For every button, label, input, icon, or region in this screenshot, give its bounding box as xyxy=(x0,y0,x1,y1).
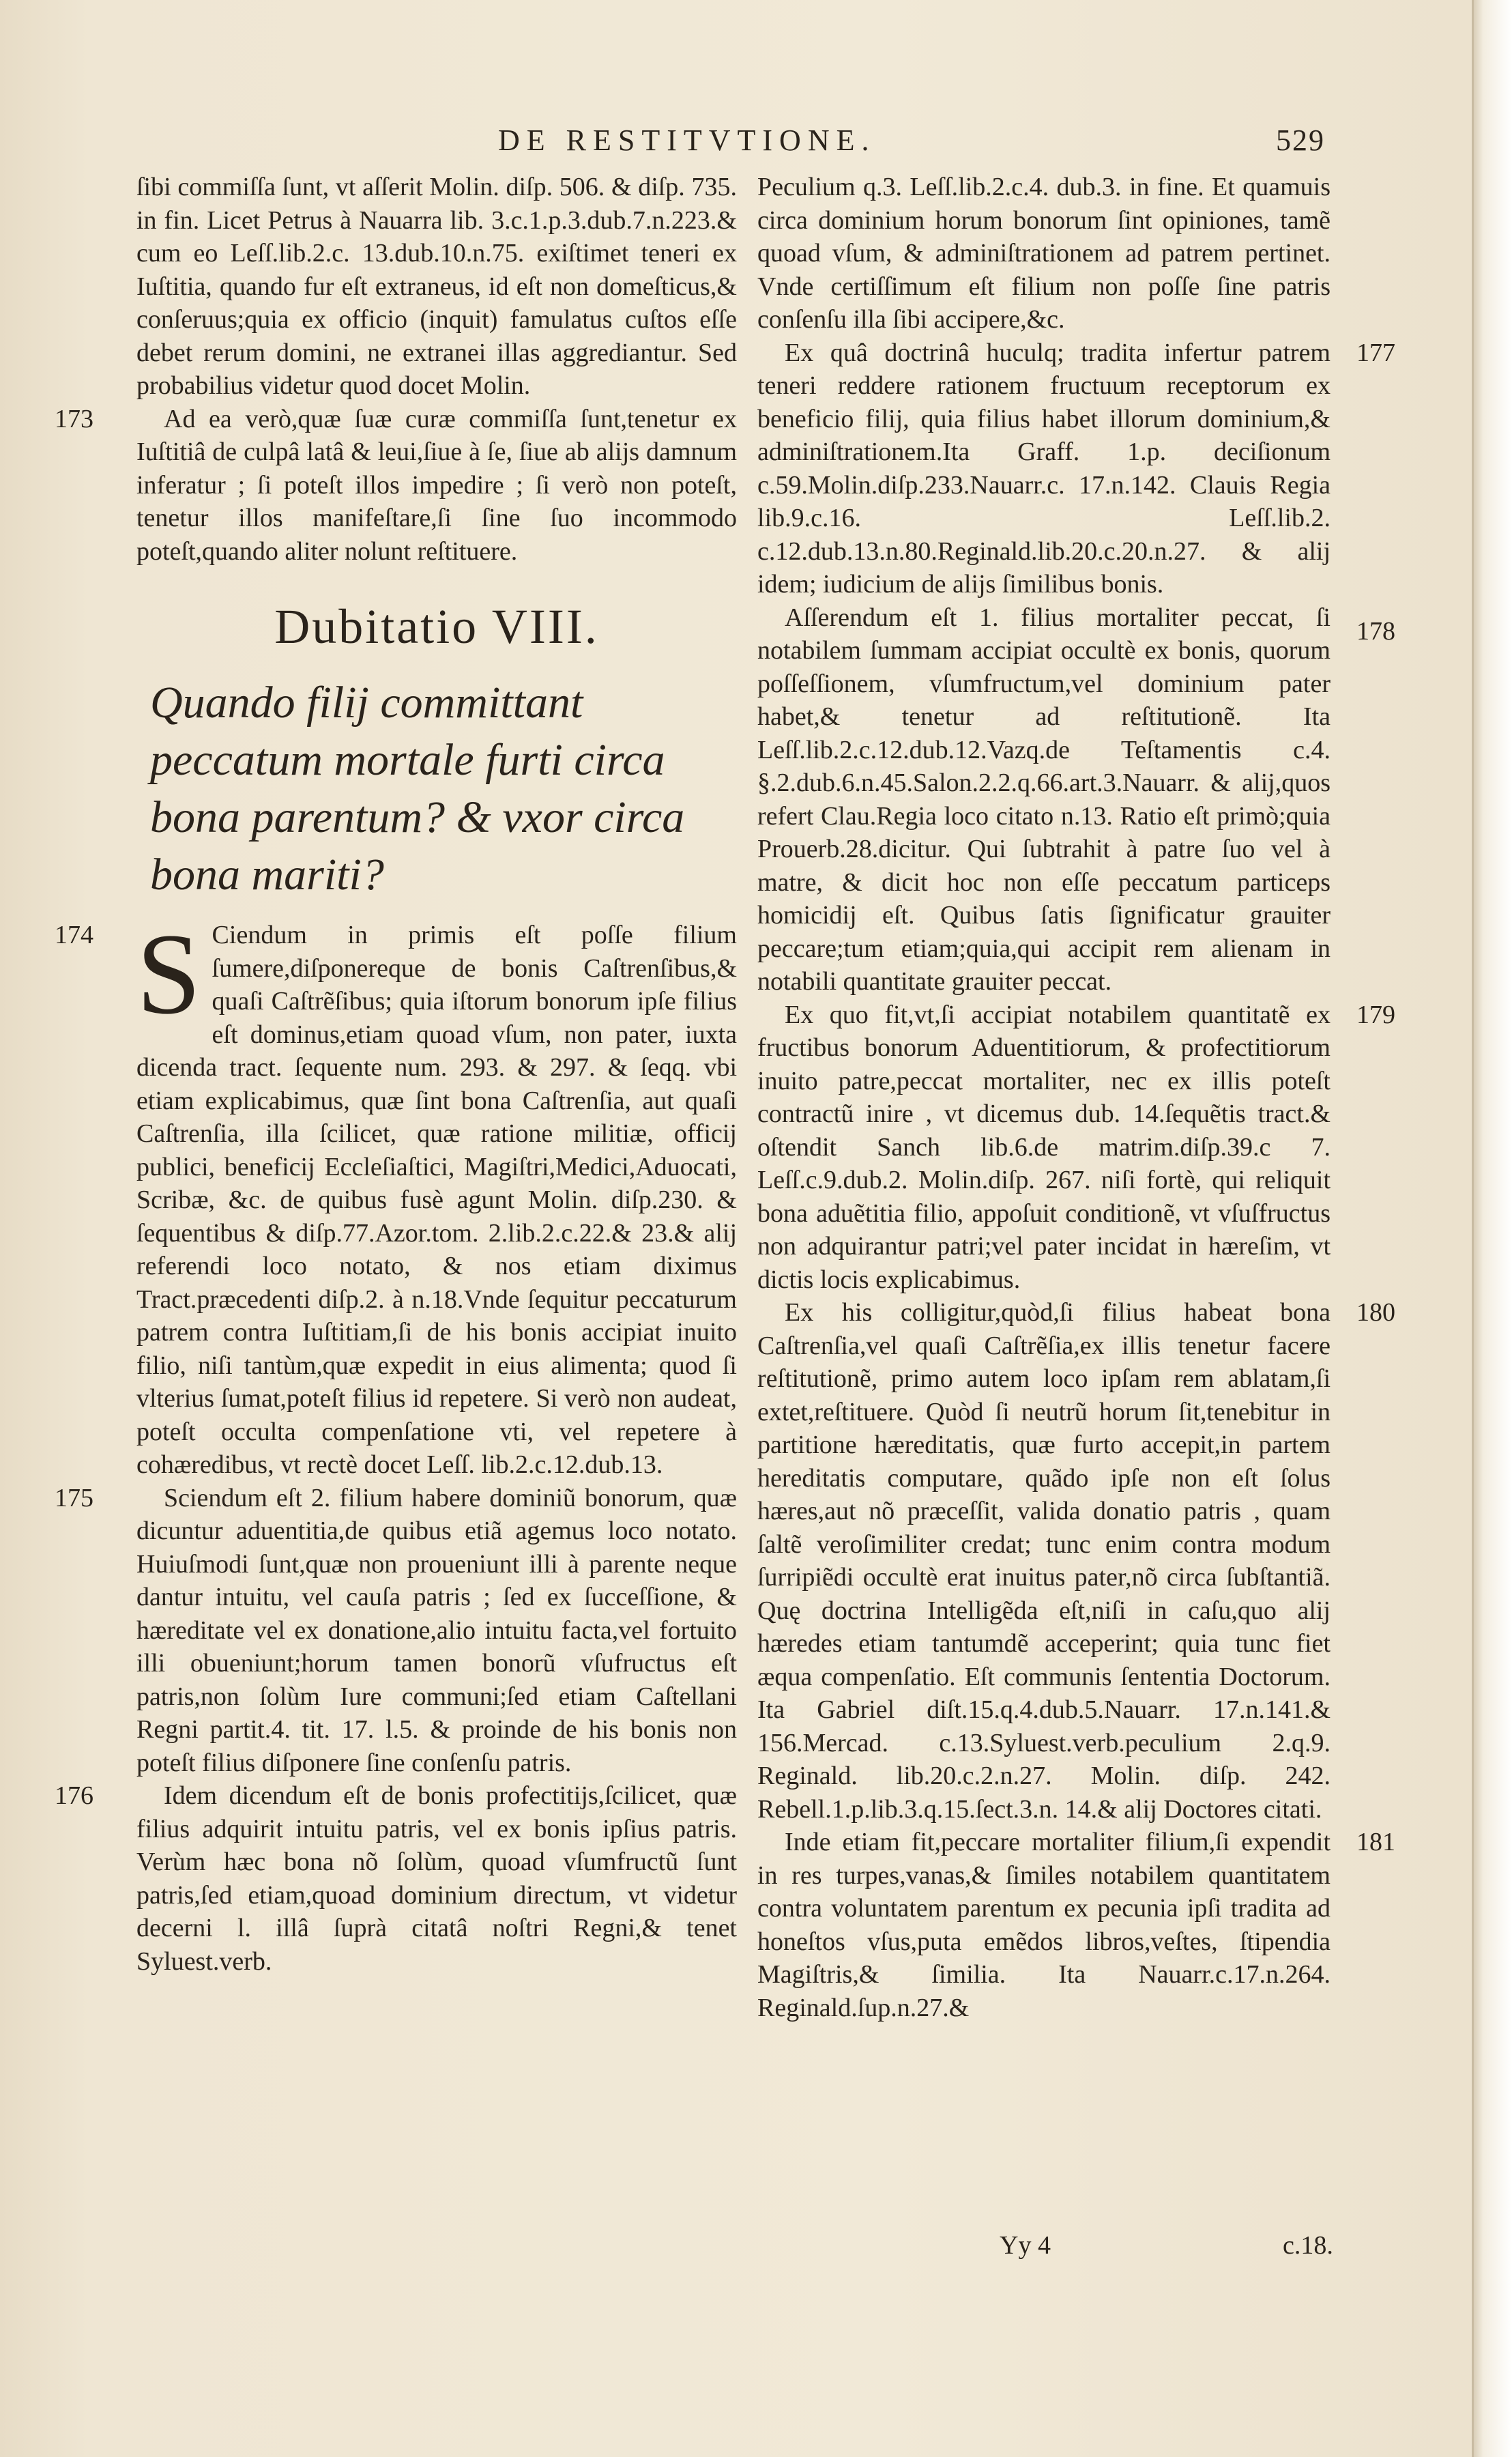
margin-number: 177 xyxy=(1356,338,1395,367)
paragraph-181 xyxy=(757,1826,1395,2024)
paragraph-173 xyxy=(55,403,737,569)
paragraph-180 xyxy=(757,1296,1395,1826)
left-column xyxy=(55,171,737,1978)
page-number: 529 xyxy=(1276,124,1325,157)
margin-number: 175 xyxy=(55,1483,93,1512)
paragraph-text: Ex his colligitur,quòd,ſi filius habeat bona Caſtrenſia,vel quaſi Caſtrẽſia,ex illis tenetur facere reſtitutionẽ, primo autem loco ipſam rem ablatam,ſi extet,reſtituere. Quòd ſi neutrũ horum ſit,tenebitur in partitione hæreditatis, quæ furto accepit,in partem hereditatis computare, quãdo ipſe non eſt ſolus hæres,aut nõ præceſſit, valida donatio patris , quam ſaltẽ veroſimiliter credat; tunc enim contra modum ſurripiẽdi occultè erat inuitus pater,nõ circa ſubſtantiã. Quę doctrina Intelligẽda eſt,niſi in caſu,quo alij hæredes etiam tantumdẽ acceperint; quia tunc fiet æqua compenſatio. Eſt communis ſententia Doctorum. Ita Gabriel diſt.15.q.4.dub.5.Nauarr. 17.n.141.& 156.Mercad. c.13.Syluest.verb.peculium 2.q.9. Reginald. lib.20.c.2.n.27. Molin. diſp. 242. Rebell.1.p.lib.3.q.15.ſect.3.n. 14.& alij Doctores citati. xyxy=(757,1298,1331,1824)
section-question: Quando filij committant peccatum mortale furti circa bona parentum? & vxor circa bona mariti? xyxy=(150,678,685,900)
paragraph: ſibi commiſſa ſunt, vt aſſerit Molin. diſp. 506. & diſp. 735. in fin. Licet Petrus à Nauarra lib. 3.c.1.p.3.dub.7.n.223.& cum eo Leſſ.lib.2.c. 13.dub.10.n.75. exiſtimet teneri ex Iuſtitia, quando fur eſt extraneus, id eſt non domeſticus,& conſeruus;quia ex officio (inquit) famulatus cuſtos eſſe debet rerum domini, ne extranei illas aggrediantur. Sed probabilius videtur quod docet Molin. xyxy=(136,173,737,400)
running-title: DE RESTITVTIONE. xyxy=(498,124,876,157)
paragraph-175 xyxy=(55,1482,737,1780)
margin-number: 176 xyxy=(55,1781,93,1810)
running-header xyxy=(0,123,1474,164)
margin-number: 179 xyxy=(1356,1000,1395,1029)
paragraph-text: Ciendum in primis eſt poſſe filium ſumere,diſponereque de bonis Caſtrenſibus,& quaſi Caſtrẽſibus; quia iſtorum bonorum ipſe filius eſt dominus,etiam quoad vſum, non pater, iuxta dicenda tract. ſequente num. 293. & 297. & ſeqq. vbi etiam explicabimus, quæ ſint bona Caſtrenſia, aut quaſi Caſtrenſia, illa ſcilicet, quæ ratione militiæ, officij publici, beneficij Eccleſiaſtici, Magiſtri,Medici,Aduocati, Scribæ, &c. de quibus fusè agunt Molin. diſp.230. & ſequentibus & diſp.77.Azor.tom. 2.lib.2.c.22.& 23.& alij referendi loco notato, & nos etiam diximus Tract.præcedenti diſp.2. à n.18.Vnde ſequitur peccaturum patrem contra Iuſtitiam,ſi de his bonis accipiat inuito filio, niſi tantùm,quæ expedit in eius alimenta; quod ſi vlterius ſumat,poteſt filius id repetere. Si verò non audeat, poteſt occulta compenſatione vti, vel repetere à cohæredibus, vt rectè docet Leſſ. lib.2.c.12.dub.13. xyxy=(136,921,737,1479)
margin-number: 174 xyxy=(55,921,93,949)
paragraph-text: Aſſerendum eſt 1. filius mortaliter peccat, ſi notabilem ſummam accipiat occultè ex bonis, quorum poſſeſſionem, vſumfructum,vel dominium pater habet,& tenetur ad reſtitutionẽ. Ita Leſſ.lib.2.c.12.dub.12.Vazq.de Teſtamentis c.4. §.2.dub.6.n.45.Salon.2.2.q.66.art.3.Nauarr. & alij,quos refert Clau.Regia loco citato n.13. Ratio eſt primò;quia Prouerb.28.dicitur. Qui ſubtrahit à patre ſuo vel à matre, & dicit hoc non eſſe peccatum particeps homicidij eſt. Quibus ſatis ſignificatur grauiter peccare;tum etiam;quia,qui accipit rem alienam in notabili quantitate grauiter peccat. xyxy=(757,603,1331,996)
margin-number: 180 xyxy=(1356,1298,1395,1327)
paragraph: Peculium q.3. Leſſ.lib.2.c.4. dub.3. in fine. Et quamuis circa dominium horum bonorum ſint opiniones, tamẽ quoad vſum, & adminiſtrationem ad patrem pertinet. Vnde certiſſimum eſt filium non poſſe ſine patris conſenſu illa ſibi accipere,&c. xyxy=(757,173,1331,334)
signature-mark: Yy 4 xyxy=(1000,2231,1051,2260)
margin-number: 181 xyxy=(1356,1828,1395,1856)
paragraph-text: Idem dicendum eſt de bonis profectitijs,ſcilicet, quæ filius adquirit intuitu patris, vel ex bonis ipſius patris. Verùm hæc bona nõ ſolùm, quoad vſumfructũ ſunt patris,ſed etiam,quoad dominium directum, vt videtur decerni l. illâ ſuprà citatâ noſtri Regni,& tenet Syluest.verb. xyxy=(136,1781,737,1976)
paragraph-178 xyxy=(757,601,1395,998)
margin-number: 178 xyxy=(1356,616,1395,646)
page-edge xyxy=(1472,0,1512,2457)
paragraph-text: Ad ea verò,quæ ſuæ curæ commiſſa ſunt,tenetur ex Iuſtitiâ de culpâ latâ & leui,ſiue à ſe, ſiue ab alijs damnum inferatur ; ſi poteſt illos impedire ; ſi verò non poteſt, tenetur illos manifeſtare,ſi ſine ſuo incommodo poteſt,quando aliter nolunt reſtituere. xyxy=(136,404,737,566)
paragraph-text: Inde etiam fit,peccare mortaliter filium,ſi expendit in res turpes,vanas,& ſimiles notabilem quantitatem contra voluntatem parentum ex pecunia ipſi tradita ad honeſtos vſus,puta emẽdos libros,veſtes, ſtipendia Magiſtris,& ſimilia. Ita Nauarr.c.17.n.264. Reginald.ſup.n.27.& xyxy=(757,1828,1331,2022)
paragraph-text: Sciendum eſt 2. filium habere dominiũ bonorum, quæ dicuntur aduentitia,de quibus etiã agemus loco notato. Huiuſmodi ſunt,quæ non proueniunt illi à parente neque dantur intuitu, vel cauſa patris ; ſed ex ſucceſſione, & hæreditate vel ex donatione,alio intuitu facta,vel fortuito illi obueniunt;horum tamen bonorũ vſufructus eſt patris,non ſolùm Iure communi;ſed etiam Caſtellani Regni partit.4. tit. 17. l.5. & proinde de his bonis non poteſt filius diſponere ſine conſenſu patris. xyxy=(136,1483,737,1777)
drop-cap: S xyxy=(136,910,201,1038)
paragraph-text: Ex quâ doctrinâ huculq; tradita infertur patrem teneri reddere rationem fructuum receptorum ex beneficio filij, quia filius habet illorum dominium,& adminiſtrationem.Ita Graff. 1.p. deciſionum c.59.Molin.diſp.233.Nauarr.c. 17.n.142. Clauis Regia lib.9.c.16. Leſſ.lib.2. c.12.dub.13.n.80.Reginald.lib.20.c.20.n.27. & alij idem; iudicium de alijs ſimilibus bonis. xyxy=(757,338,1331,599)
paragraph-177 xyxy=(757,336,1395,601)
margin-number: 173 xyxy=(55,404,93,433)
paragraph-text: Ex quo fit,vt,ſi accipiat notabilem quantitatẽ ex fructibus bonorum Aduentitiorum, & profectitiorum inuito patre,peccat mortaliter, nec ex illis poteſt contractũ inire , vt dicemus dub. 14.ſequẽtis tract.& oſtendit Sanch lib.6.de matrim.diſp.39.c 7. Leſſ.c.9.dub.2. Molin.diſp. 267. niſi fortè, qui reliquit bona aduẽtitia filio, appoſuit conditionẽ, vt vſuſfructus non adquirantur patri;vel pater incidat in hæreſim, vt dictis locis explicabimus. xyxy=(757,1000,1331,1294)
paragraph-176 xyxy=(55,1779,737,1978)
paragraph-179 xyxy=(757,998,1395,1297)
right-column xyxy=(757,171,1395,2024)
catchword: c.18. xyxy=(1283,2231,1333,2260)
section-heading: Dubitatio VIII. xyxy=(274,599,599,654)
paragraph-174 xyxy=(55,910,737,1482)
